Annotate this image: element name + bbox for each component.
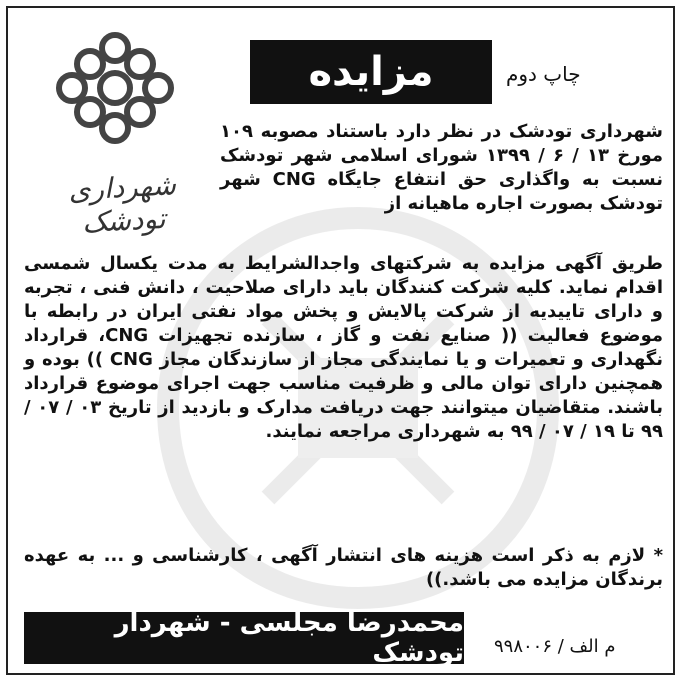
advertisement-frame (6, 6, 675, 675)
knot-emblem-icon (20, 26, 210, 166)
body-paragraph-3: * لازم به ذکر است هزینه های انتشار آگهی ، کارشناسی و ... به عهده برندگان مزایده می باشد.)) (24, 545, 663, 590)
body-paragraph-2: طریق آگهی مزایده به شرکتهای واجدالشرایط به مدت یکسال شمسی اقدام نماید. کلیه شرکت کنندگان باید دارای صلاحیت ، دانش فنی ، تجربه و دارای تاییدیه از شرکت پالایش و پخش مواد نفتی ایران در رابطه با موضوع فعالیت (( صنایع نفت و گاز ، سازنده تجهیزات CNG، قرارداد نگهداری و تعمیرات و یا نمایندگی مجاز از سازندگان مجاز CNG )) بوده و همچنین دارای توان مالی و ظرفیت مناسب جهت اجرای موضوع قرارداد باشند. متقاضیان میتوانند جهت دریافت مدارک و بازدید از تاریخ ۰۳ / ۰۷ / ۹۹ تا ۱۹ / ۰۷ / ۹۹ به شهرداری مراجعه نمایند. (24, 253, 664, 442)
logo-text: شهرداری تودشک (67, 168, 177, 240)
signature-box (24, 608, 464, 668)
page-title: مزایده (308, 49, 434, 95)
ad-code: م الف / ۹۹۸۰۰۶ (494, 636, 616, 657)
signature-text: محمدرضا مجلسی - شهردار تودشک (114, 608, 464, 668)
municipality-logo (20, 26, 210, 240)
body-paragraph-1: شهرداری تودشک در نظر دارد باستناد مصوبه ۱۰۹ مورخ ۱۳ / ۶ / ۱۳۹۹ شورای اسلامی شهر تودشک نسبت به واگذاری حق انتفاع جایگاه CNG شهر تودشک بصورت اجاره ماهیانه از (220, 121, 664, 214)
title-box (250, 40, 492, 104)
edition-label: چاپ دوم (506, 62, 581, 86)
